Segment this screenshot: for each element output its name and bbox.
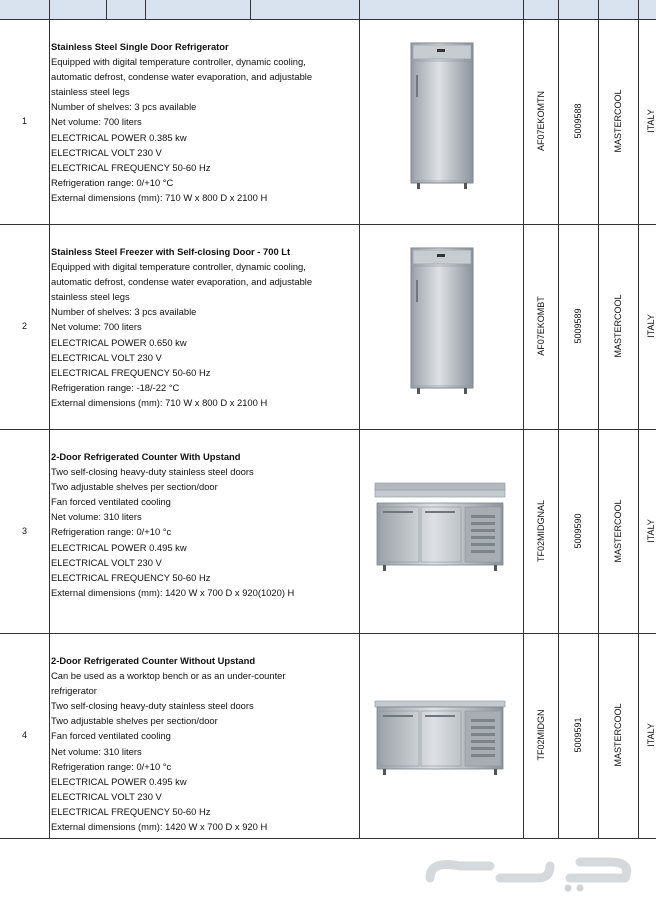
spec-line: Number of shelves: 3 pcs available <box>51 101 197 113</box>
spec-line: Refrigeration range: -18/-22 °C <box>51 381 180 393</box>
spec-line: Number of shelves: 3 pcs available <box>51 306 197 318</box>
product-title: Stainless Steel Single Door Refrigerator <box>51 41 229 52</box>
item-code: 5009590 <box>573 512 583 549</box>
product-description <box>51 39 357 205</box>
haraj-watermark <box>420 848 640 893</box>
spec-line: refrigerator <box>51 685 97 697</box>
spec-line: ELECTRICAL POWER 0.495 kw <box>51 541 187 553</box>
spec-line: Fan forced ventilated cooling <box>51 730 171 742</box>
spec-line: ELECTRICAL VOLT 230 V <box>51 556 162 568</box>
item-number: 4 <box>21 730 27 740</box>
item-code: 5009591 <box>573 717 583 753</box>
spec-line: External dimensions (mm): 1420 W x 700 D x 920(1020) H <box>51 586 295 598</box>
spec-line: ELECTRICAL FREQUENCY 50-60 Hz <box>51 571 211 583</box>
spec-line: Net volume: 700 liters <box>51 321 142 333</box>
model-number: TF02MIDGN <box>536 709 546 761</box>
table-header-strip <box>0 0 656 20</box>
spec-line: Can be used as a worktop bench or as an under-counter <box>51 670 286 682</box>
model-number: TF02MIDGNAL <box>536 499 546 562</box>
spec-line: Two adjustable shelves per section/door <box>51 715 218 727</box>
spec-line: Net volume: 700 liters <box>51 116 142 128</box>
spec-line: Equipped with digital temperature controller, dynamic cooling, <box>51 56 306 68</box>
spec-line: External dimensions (mm): 1420 W x 700 D x 920 H <box>51 821 268 833</box>
spec-line: ELECTRICAL VOLT 230 V <box>51 351 162 363</box>
spec-line: ELECTRICAL VOLT 230 V <box>51 146 162 158</box>
spec-line: Refrigeration range: 0/+10 °C <box>51 176 174 188</box>
model-number: AF07EKOMTN <box>536 91 546 152</box>
upright-refrigerator-image <box>361 35 521 210</box>
spec-line: Two self-closing heavy-duty stainless steel doors <box>51 700 254 712</box>
table-row <box>0 225 656 430</box>
table-row <box>0 20 656 225</box>
item-code: 5009589 <box>573 308 583 344</box>
model-number: AF07EKOMBT <box>536 296 546 356</box>
spec-line: ELECTRICAL VOLT 230 V <box>51 790 162 802</box>
spec-line: Two adjustable shelves per section/door <box>51 481 218 493</box>
item-number: 3 <box>21 525 27 536</box>
counter-with-upstand-image <box>361 445 521 620</box>
spec-line: Equipped with digital temperature controller, dynamic cooling, <box>51 261 306 273</box>
spec-line: Net volume: 310 liters <box>51 511 142 523</box>
spec-line: ELECTRICAL FREQUENCY 50-60 Hz <box>51 161 211 173</box>
brand-name: MASTERCOOL <box>613 499 623 563</box>
table-row <box>0 430 656 634</box>
spec-line: External dimensions (mm): 710 W x 800 D x 2100 H <box>51 396 268 408</box>
spec-line: automatic defrost, condense water evaporation, and adjustable <box>51 71 313 83</box>
upright-freezer-image <box>361 240 521 415</box>
table-row <box>0 634 656 839</box>
product-description <box>51 449 357 600</box>
product-title: 2-Door Refrigerated Counter Without Upstand <box>51 655 256 666</box>
spec-line: stainless steel legs <box>51 291 130 303</box>
brand-name: MASTERCOOL <box>613 89 623 153</box>
product-title: 2-Door Refrigerated Counter With Upstand <box>51 451 241 462</box>
spec-line: ELECTRICAL POWER 0.650 kw <box>51 336 187 348</box>
spec-line: Refrigeration range: 0/+10 °c <box>51 526 172 538</box>
brand-name: MASTERCOOL <box>613 294 623 358</box>
item-code: 5009588 <box>573 103 583 139</box>
spec-line: Refrigeration range: 0/+10 °c <box>51 760 172 772</box>
country-of-origin: ITALY <box>646 314 656 338</box>
country-of-origin: ITALY <box>646 518 656 543</box>
product-description <box>51 653 357 834</box>
spec-line: ELECTRICAL FREQUENCY 50-60 Hz <box>51 805 211 817</box>
brand-name: MASTERCOOL <box>613 703 623 767</box>
spec-line: stainless steel legs <box>51 86 130 98</box>
item-number: 2 <box>21 321 27 331</box>
country-of-origin: ITALY <box>646 109 656 133</box>
spec-line: External dimensions (mm): 710 W x 800 D x 2100 H <box>51 191 268 203</box>
spec-line: ELECTRICAL FREQUENCY 50-60 Hz <box>51 366 211 378</box>
spec-line: Net volume: 310 liters <box>51 745 142 757</box>
item-number: 1 <box>21 116 27 126</box>
spec-line: Two self-closing heavy-duty stainless steel doors <box>51 466 254 478</box>
country-of-origin: ITALY <box>646 723 656 747</box>
product-description <box>51 244 357 410</box>
spec-line: ELECTRICAL POWER 0.385 kw <box>51 131 187 143</box>
spec-line: automatic defrost, condense water evaporation, and adjustable <box>51 276 313 288</box>
spec-line: Fan forced ventilated cooling <box>51 496 171 508</box>
counter-without-upstand-image <box>361 649 521 824</box>
product-title: Stainless Steel Freezer with Self-closing Door - 700 Lt <box>51 246 291 257</box>
spec-line: ELECTRICAL POWER 0.495 kw <box>51 775 187 787</box>
